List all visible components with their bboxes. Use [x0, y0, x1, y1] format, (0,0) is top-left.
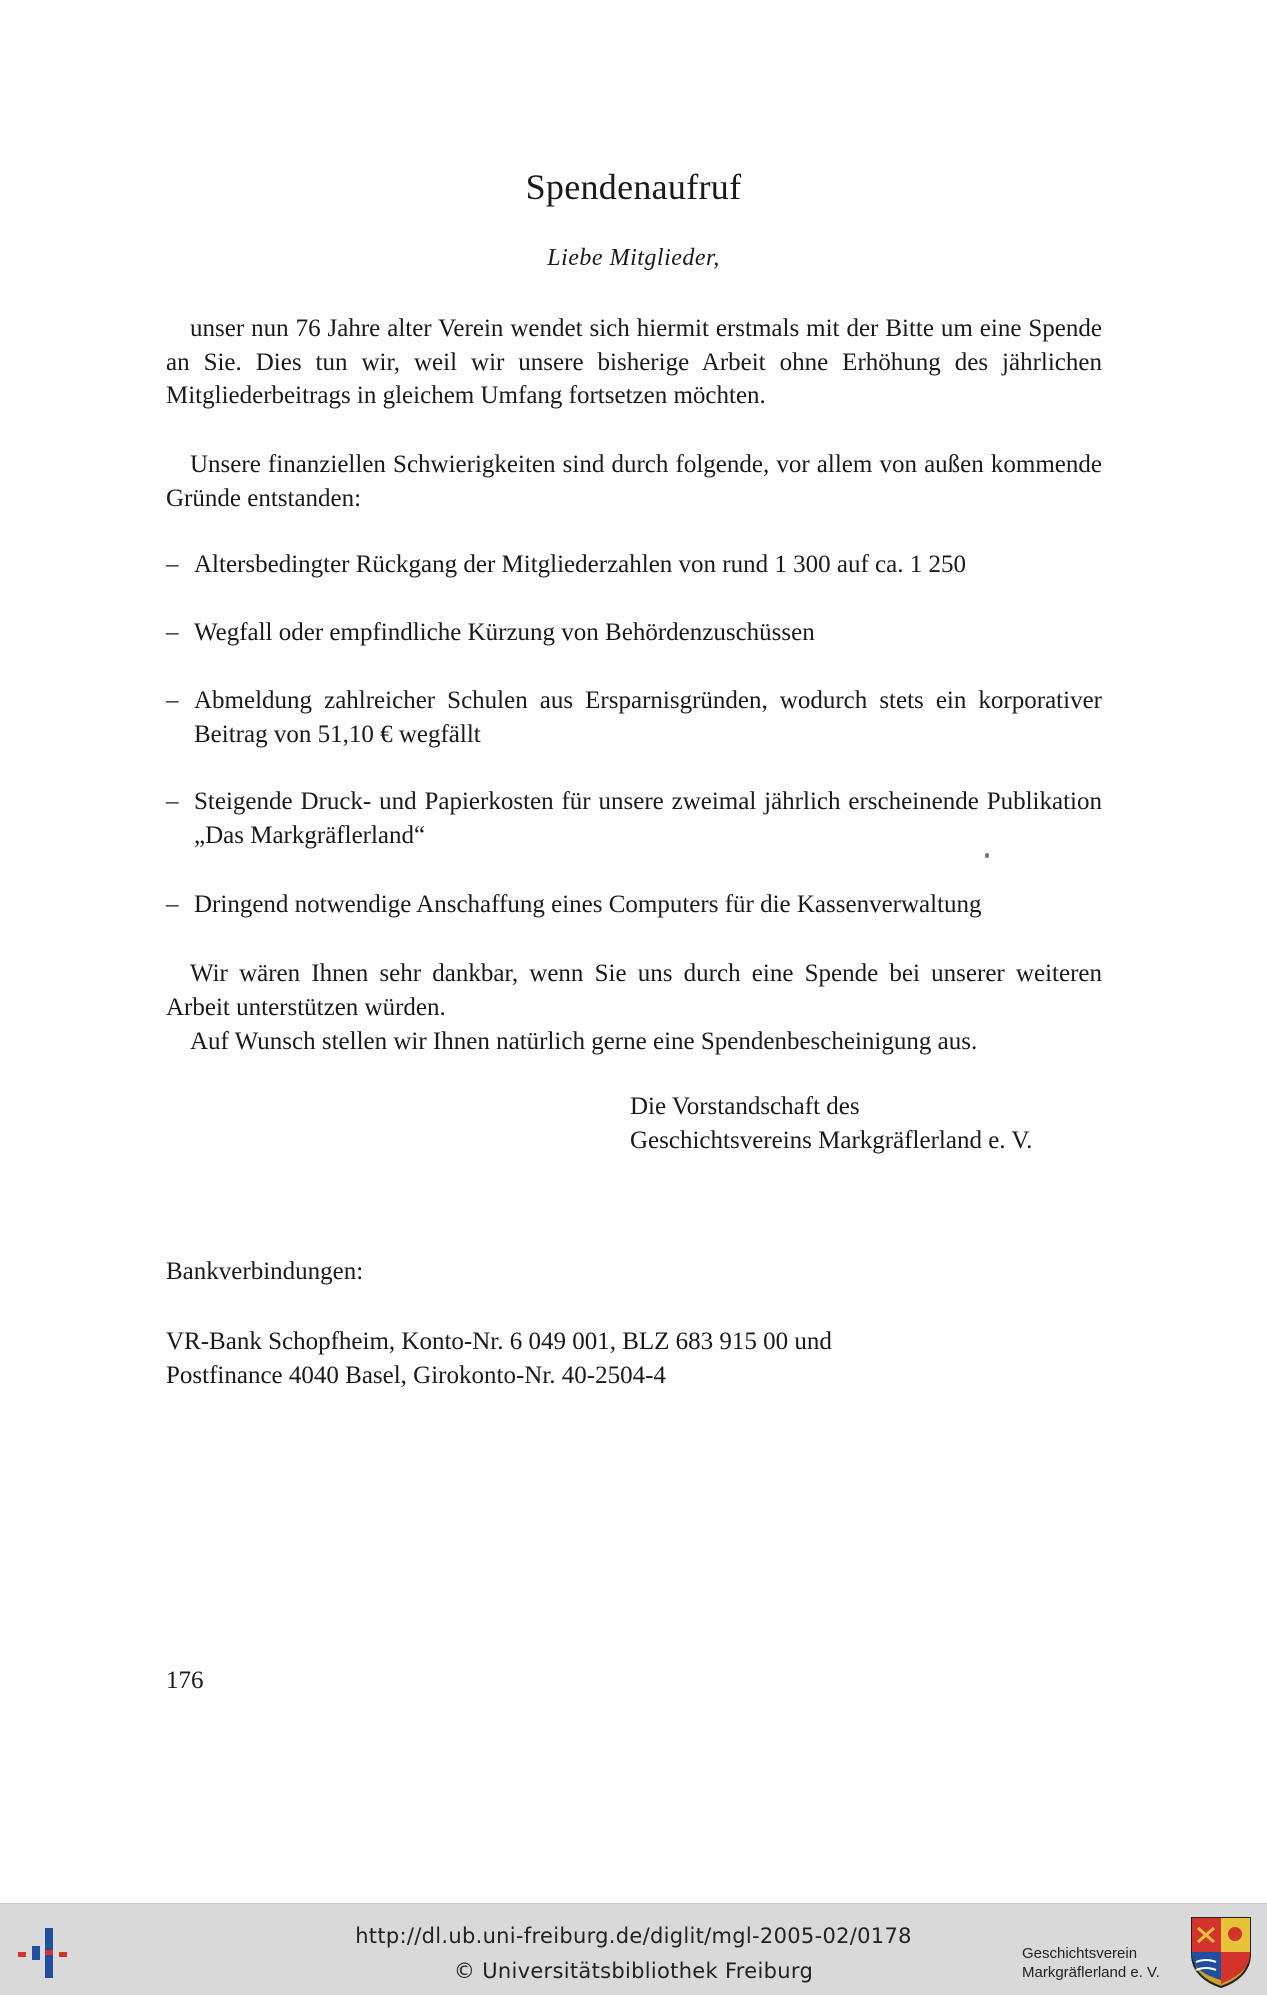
scan-speck	[985, 853, 989, 858]
list-dash: –	[166, 891, 179, 918]
list-item-text: Abmeldung zahlreicher Schulen aus Ersparnisgründen, wodurch stets ein korporativer Beitrag von 51,10 € wegfällt	[194, 687, 1102, 748]
signature-line: Geschichtsvereins Markgräflerland e. V.	[630, 1127, 1033, 1154]
list-dash: –	[166, 687, 179, 714]
list-dash: –	[166, 788, 179, 815]
bank-line: VR-Bank Schopfheim, Konto-Nr. 6 049 001, BLZ 683 915 00 und	[166, 1328, 832, 1355]
list-item	[166, 548, 1102, 582]
signature-line: Die Vorstandschaft des	[630, 1093, 860, 1120]
coat-of-arms-icon	[1188, 1914, 1254, 1990]
list-item	[166, 616, 1102, 650]
list-item-text: Dringend notwendige Anschaffung eines Computers für die Kassenverwaltung	[194, 891, 982, 918]
list-item-text: Altersbedingter Rückgang der Mitgliederzahlen von rund 1 300 auf ca. 1 250	[194, 551, 966, 578]
list-item-text: Steigende Druck- und Papierkosten für unsere zweimal jährlich erscheinende Publikation „Das Markgräflerland“	[194, 788, 1102, 849]
publisher-line: Markgräflerland e. V.	[1022, 1964, 1160, 1981]
paragraph-reasons-intro: Unsere finanziellen Schwierigkeiten sind durch folgende, vor allem von außen kommende Gründe entstanden:	[166, 451, 1102, 512]
list-item	[166, 888, 1102, 922]
publisher-name	[1022, 1944, 1160, 1982]
page-number: 176	[166, 1667, 204, 1694]
paragraph-intro: unser nun 76 Jahre alter Verein wendet sich hiermit erstmals mit der Bitte um eine Spende an Sie. Dies tun wir, weil wir unsere bisherige Arbeit ohne Erhöhung des jährlichen Mitgliederbeitrags in gleichem Umfang fortsetzen möchten.	[166, 315, 1102, 409]
bank-heading: Bankverbindungen:	[166, 1258, 364, 1285]
list-item-text: Wegfall oder empfindliche Kürzung von Behördenzuschüssen	[194, 619, 815, 646]
salutation: Liebe Mitglieder,	[547, 245, 720, 271]
bank-details	[166, 1325, 832, 1393]
signature-block	[630, 1090, 1032, 1158]
paragraph-request: Wir wären Ihnen sehr dankbar, wenn Sie uns durch eine Spende bei unserer weiteren Arbeit unterstützen würden.	[166, 960, 1102, 1021]
list-dash: –	[166, 619, 179, 646]
footer-bar	[0, 1903, 1267, 1995]
list-item	[166, 785, 1102, 852]
list-item	[166, 684, 1102, 751]
page-title: Spendenaufruf	[525, 167, 742, 207]
paragraph-receipt: Auf Wunsch stellen wir Ihnen natürlich gerne eine Spendenbescheinigung aus.	[190, 1028, 978, 1055]
source-url-link[interactable]: http://dl.ub.uni-freiburg.de/diglit/mgl-2005-02/0178	[355, 1924, 912, 1948]
bank-line: Postfinance 4040 Basel, Girokonto-Nr. 40-2504-4	[166, 1362, 666, 1389]
copyright-text: © Universitätsbibliothek Freiburg	[453, 1959, 814, 1983]
publisher-line: Geschichtsverein	[1022, 1945, 1138, 1962]
list-dash: –	[166, 551, 179, 578]
